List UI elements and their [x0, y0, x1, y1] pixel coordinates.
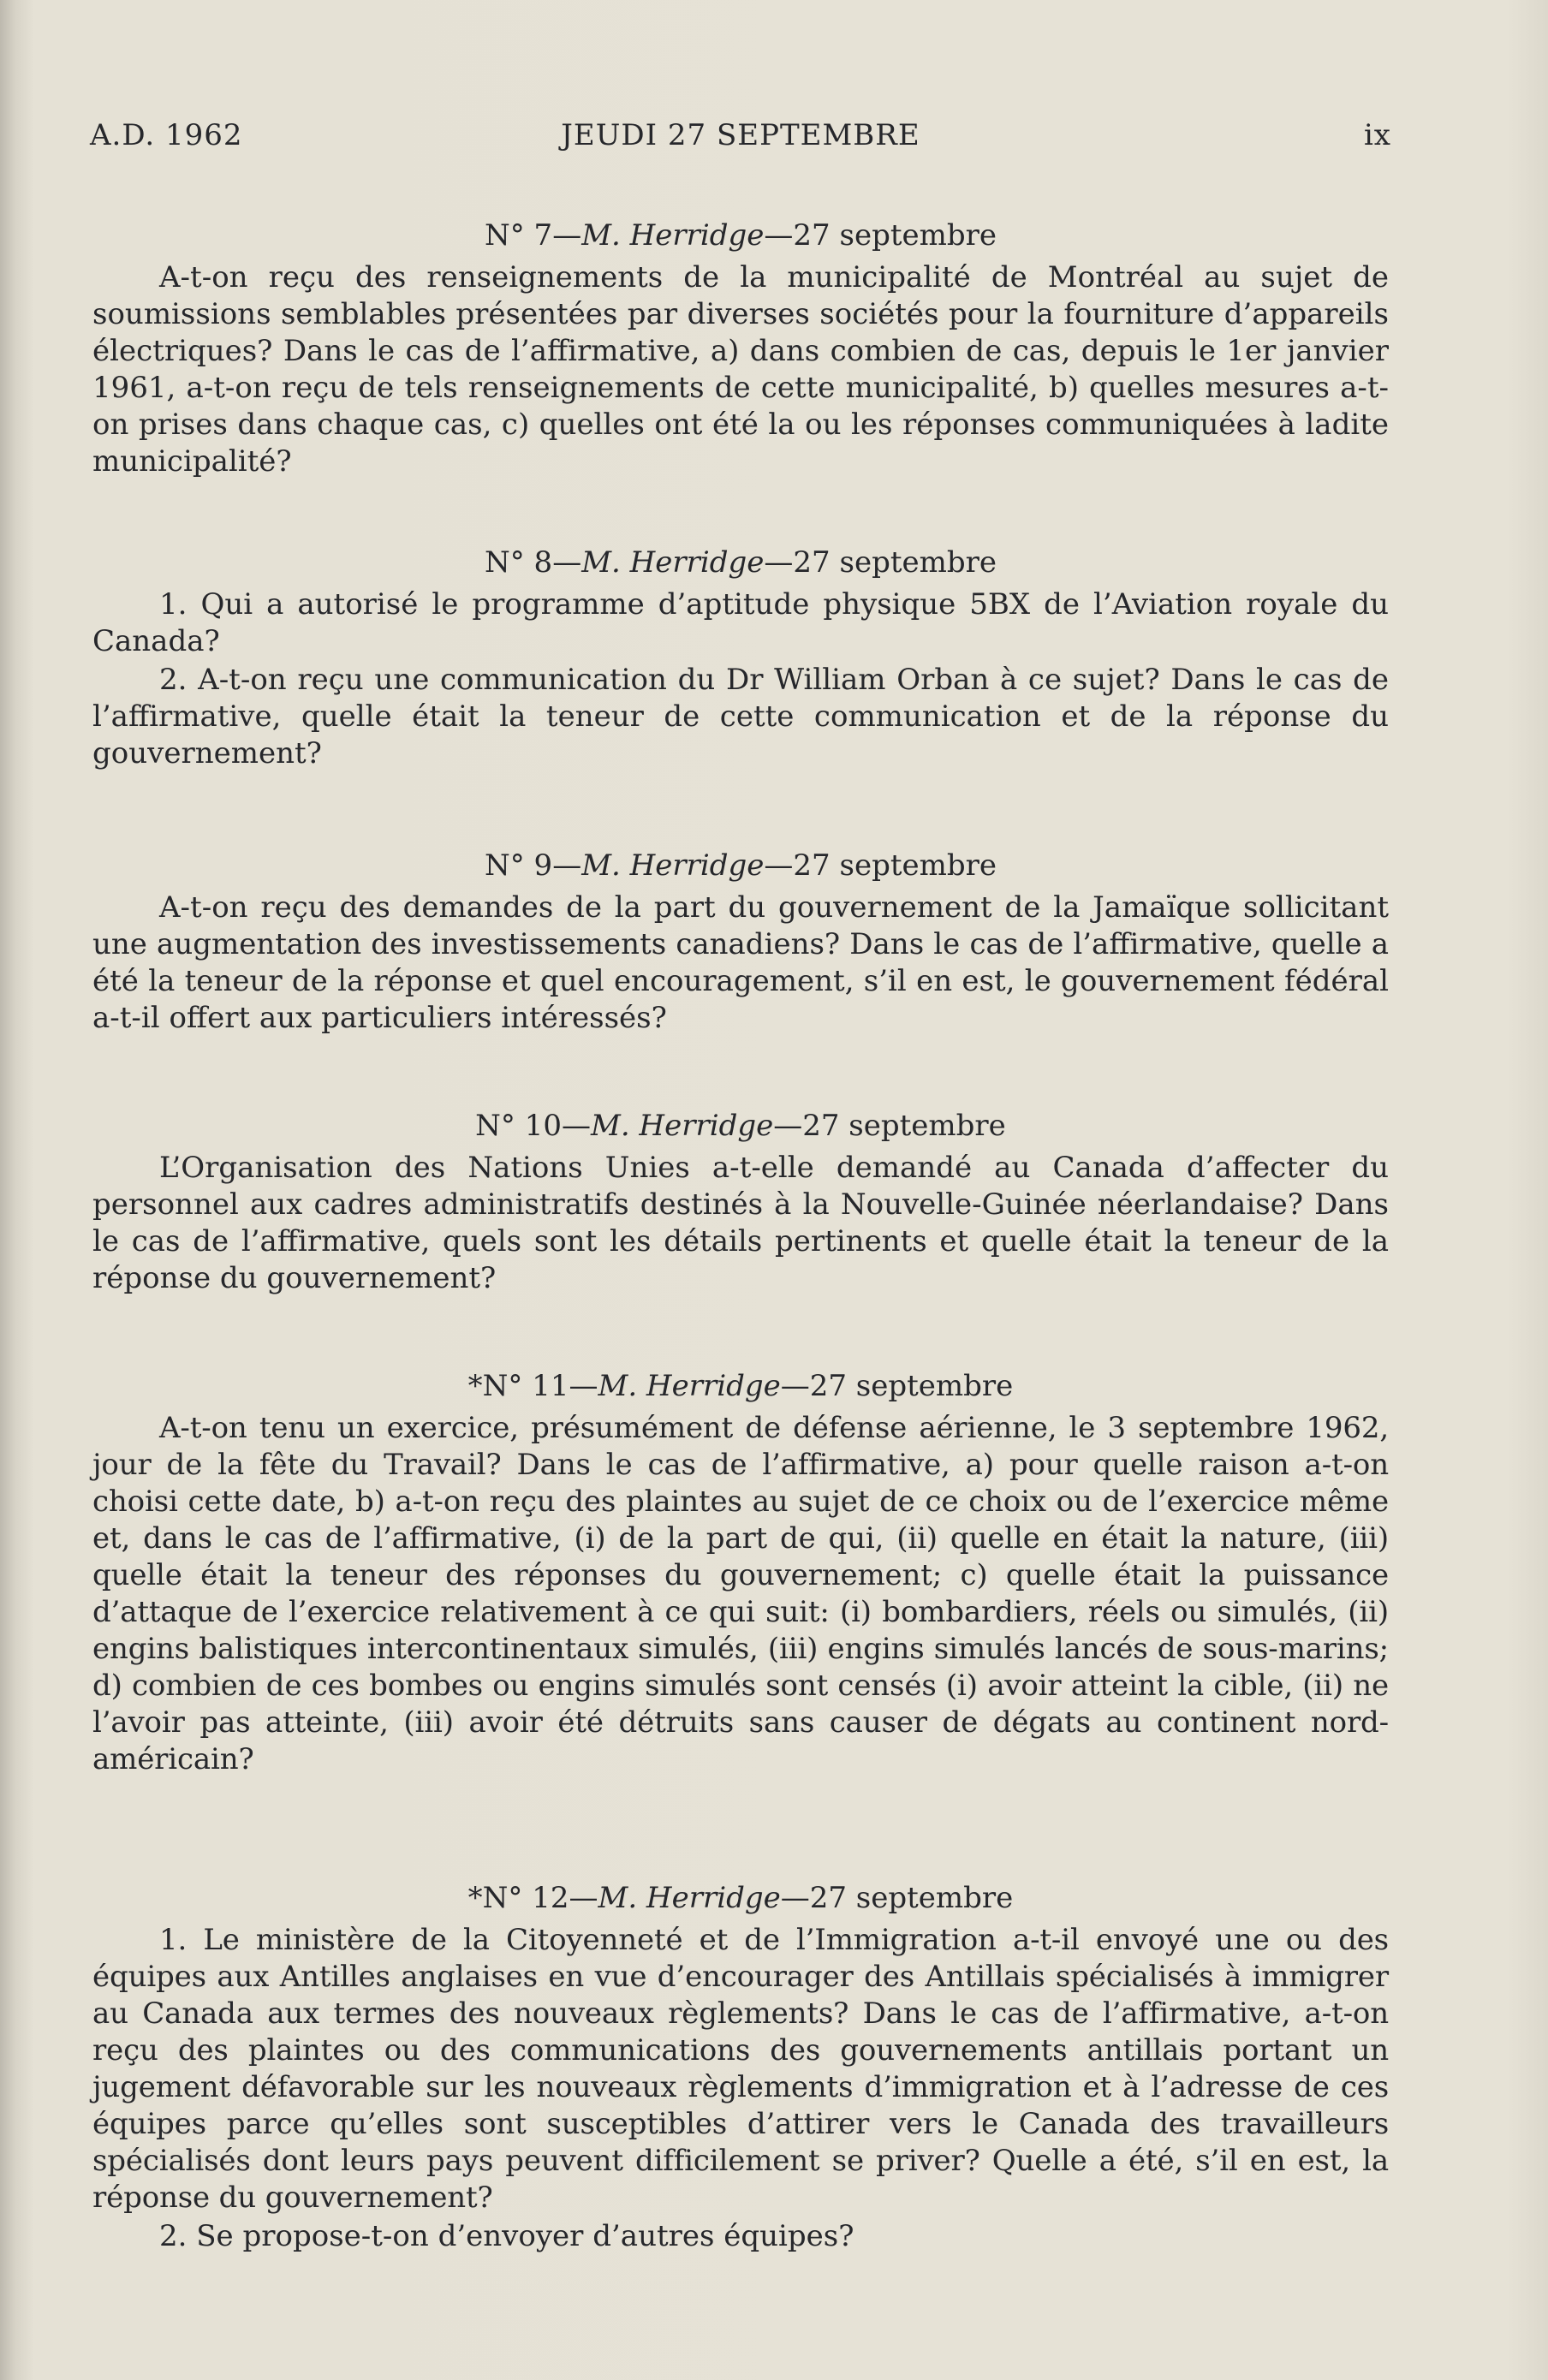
- question-number: N° 8: [484, 545, 553, 580]
- question-text: A-t-on tenu un exercice, présumément de défense aérienne, le 3 septembre 1962, jour de la fête du Travail? Dans le cas de l’affirmative, a) pour quelle raison a-t-on choisi cette date, b) a-t-on reçu des plaintes au sujet de ce choix ou de l’exercice même et, dans le cas de l’affirmative, (i) de la part de qui, (ii) quelle en était la nature, (iii) quelle était la teneur des réponses du gouvernement; c) quelle était la puissance d’attaque de l’exercice relativement à ce qui suit: (i) bombardiers, réels ou simulés, (ii) engins balistiques intercontinentaux simulés, (iii) engins simulés lancés de sous-marins; d) combien de ces bombes ou engins simulés sont censés (i) avoir atteint la cible, (ii) ne l’avoir pas atteinte, (iii) avoir été détruits sans causer de dégats au continent nord-américain?: [92, 1411, 1389, 1776]
- question-number: N° 9: [484, 848, 553, 883]
- question-12: [92, 1880, 1389, 2257]
- question-text: 1. Le ministère de la Citoyenneté et de l’Immigration a-t-il envoyé une ou des équipes aux Antilles anglaises en vue d’encourager des Antillais spécialisés à immigrer au Canada aux termes des nouveaux règlements? Dans le cas de l’affirmative, a-t-on reçu des plaintes ou des communications des gouvernements antillais portant un jugement défavorable sur les nouveaux règlements d’immigration et à l’adresse de ces équipes parce qu’elles sont susceptibles d’attirer vers le Canada des travailleurs spécialisés dont leurs pays peuvent difficilement se priver? Quelle a été, s’il en est, la réponse du gouvernement?: [92, 1923, 1389, 2215]
- question-heading: N° 10—M. Herridge—27 septembre: [475, 1109, 1006, 1143]
- question-heading: *N° 11—M. Herridge—27 septembre: [467, 1369, 1014, 1403]
- question-date: 27 septembre: [809, 1881, 1014, 1915]
- question-heading: N° 9—M. Herridge—27 septembre: [484, 848, 997, 883]
- question-text: L’Organisation des Nations Unies a-t-elle demandé au Canada d’affecter du personnel aux cadres administratifs destinés à la Nouvelle-Guinée néerlandaise? Dans le cas de l’affirmative, quels sont les détails pertinents et quelle était la teneur de la réponse du gouvernement?: [92, 1151, 1389, 1295]
- question-number: *N° 12: [467, 1881, 569, 1915]
- question-text: A-t-on reçu des demandes de la part du gouvernement de la Jamaïque sollicitant une augmentation des investissements canadiens? Dans le cas de l’affirmative, quelle a été la teneur de la réponse et quel encouragement, s’il en est, le gouvernement fédéral a-t-il offert aux particuliers intéressés?: [92, 890, 1389, 1035]
- question-text: 1. Qui a autorisé le programme d’aptitude physique 5BX de l’Aviation royale du Canada?: [92, 587, 1389, 658]
- header-year: A.D. 1962: [90, 118, 243, 152]
- question-author: M. Herridge: [581, 848, 765, 883]
- question-heading: *N° 12—M. Herridge—27 septembre: [467, 1881, 1014, 1915]
- question-author: M. Herridge: [581, 545, 765, 580]
- question-heading: N° 7—M. Herridge—27 septembre: [484, 218, 997, 253]
- question-text: A-t-on reçu des renseignements de la municipalité de Montréal au sujet de soumissions semblables présentées par diverses sociétés pour la fourniture d’appareils électriques? Dans le cas de l’affirmative, a) dans combien de cas, depuis le 1er janvier 1961, a-t-on reçu de tels renseignements de cette municipalité, b) quelles mesures a-t-on prises dans chaque cas, c) quelles ont été la ou les réponses communiquées à ladite municipalité?: [92, 260, 1389, 479]
- question-author: M. Herridge: [591, 1109, 774, 1143]
- header-page-number: ix: [1363, 118, 1391, 152]
- question-9: [92, 848, 1389, 1038]
- question-date: 27 septembre: [793, 218, 997, 253]
- question-number: N° 10: [475, 1109, 562, 1143]
- running-header: [90, 118, 1391, 166]
- question-date: 27 septembre: [793, 545, 997, 580]
- question-10: [92, 1108, 1389, 1299]
- question-text: 2. Se propose-t-on d’envoyer d’autres équipes?: [159, 2219, 854, 2253]
- question-11: [92, 1368, 1389, 1780]
- question-author: M. Herridge: [598, 1369, 781, 1403]
- question-text: 2. A-t-on reçu une communication du Dr William Orban à ce sujet? Dans le cas de l’affirmative, quelle était la teneur de cette communication et de la réponse du gouvernement?: [92, 663, 1389, 771]
- question-date: 27 septembre: [793, 848, 997, 883]
- header-date: JEUDI 27 SEPTEMBRE: [561, 118, 920, 152]
- question-number: *N° 11: [467, 1369, 569, 1403]
- question-date: 27 septembre: [809, 1369, 1014, 1403]
- question-8: [92, 544, 1389, 774]
- question-author: M. Herridge: [581, 218, 765, 253]
- question-author: M. Herridge: [598, 1881, 781, 1915]
- question-date: 27 septembre: [802, 1109, 1006, 1143]
- question-number: N° 7: [484, 218, 553, 253]
- question-7: [92, 217, 1389, 482]
- question-heading: N° 8—M. Herridge—27 septembre: [484, 545, 997, 580]
